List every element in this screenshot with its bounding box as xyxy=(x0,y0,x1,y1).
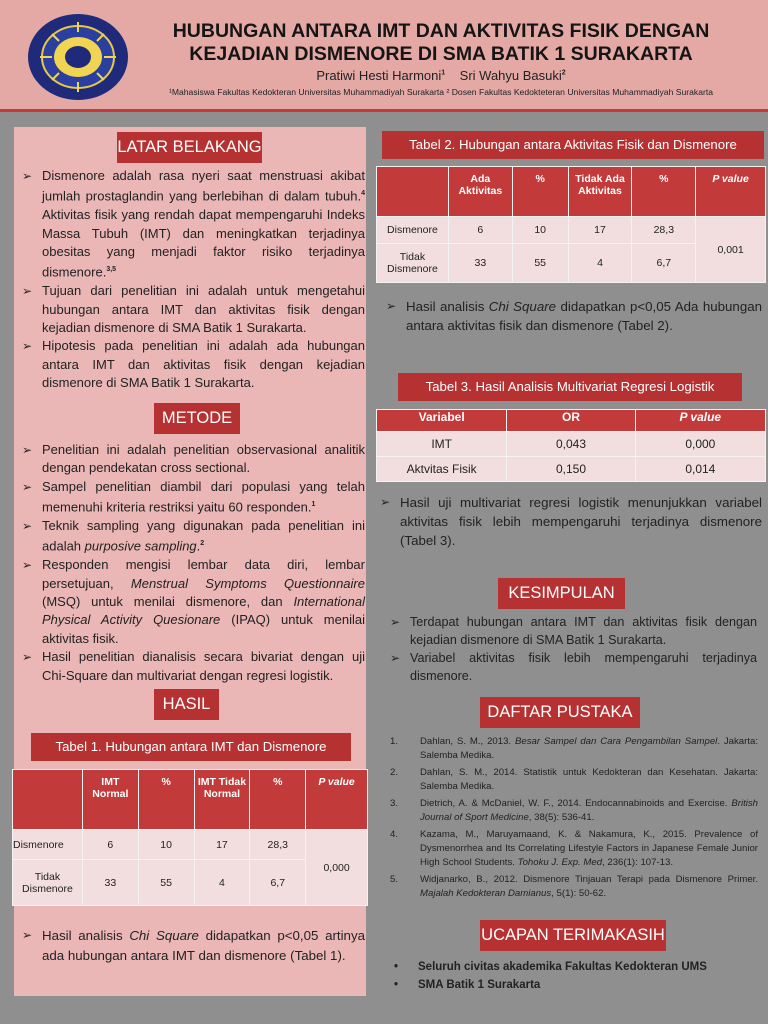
metode-item-4 xyxy=(22,556,365,648)
metode-text-3b: purposive sampling xyxy=(84,538,197,554)
poster-title xyxy=(136,20,746,66)
metode-sup-3: 2 xyxy=(200,540,205,548)
table3-note-item: ➢ Hasil uji multivariat regresi logistik menunjukkan variabel aktivitas fisik lebih mempengaruhi terjadinya dismenore (Tabel 3). xyxy=(380,493,762,550)
table3 xyxy=(376,409,766,482)
table3-header: Variabel xyxy=(377,410,507,432)
ref-3b: British Journal of Sport Medicine xyxy=(420,798,758,823)
ref-3c: , 38(5): 536-41. xyxy=(528,812,595,823)
table1-note-item xyxy=(22,926,365,965)
table3-note xyxy=(380,493,762,550)
t1-note-a: Hasil analisis xyxy=(42,928,130,943)
author-2-sup: 2 xyxy=(561,69,566,77)
reference-item xyxy=(390,873,758,901)
table2-caption: Tabel 2. Hubungan antara Aktivitas Fisik dan Dismenore xyxy=(382,131,764,159)
affiliation: ¹Mahasiswa Fakultas Kedokteran Universitas Muhammadiyah Surakarta ² Dosen Fakultas Kedokteteran Universitas Muhammadiyah Surakarta xyxy=(168,87,714,97)
ref-5c: , 5(1): 50-62. xyxy=(551,888,607,899)
title-line-1: HUBUNGAN ANTARA IMT DAN AKTIVITAS FISIK DENGAN xyxy=(172,20,710,42)
table2-cell: 17 xyxy=(568,217,632,244)
table1-header: IMT Normal xyxy=(82,770,138,830)
metode-item-5: ➢ Hasil penelitian dianalisis secara bivariat dengan uji Chi-Square dan multivariat dengan regresi logistik. xyxy=(22,648,365,685)
table1-cell: 28,3 xyxy=(250,830,306,860)
author-1-sup: 1 xyxy=(441,69,446,77)
metode-list xyxy=(22,441,365,685)
table2-note xyxy=(386,297,762,335)
table1-cell: 17 xyxy=(194,830,250,860)
metode-text-2: Sampel penelitian diambil dari populasi yang telah memenuhi kriteria restriksi yaitu 60 responden. xyxy=(42,478,365,515)
thanks-item: • SMA Batik 1 Surakarta xyxy=(392,976,762,994)
ref-4c: , 236(1): 107-13. xyxy=(602,857,673,868)
latar-item-2: ➢ Tujuan dari penelitian ini adalah untuk mengetahui hubungan antara IMT dan aktivitas fisik dengan kejadian dismenore di SMA Batik 1 Surakarta. xyxy=(22,282,365,337)
daftar-pustaka-heading: DAFTAR PUSTAKA xyxy=(480,697,640,728)
table2-header: % xyxy=(512,167,568,217)
ref-5a: Widjanarko, B., 2012. Dismenore Tinjauan Terapi pada Dismenore Primer. xyxy=(420,874,758,885)
metode-item-1: ➢ Penelitian ini adalah penelitian observasional analitik dengan pendekatan cross sectional. xyxy=(22,441,365,478)
table-row xyxy=(377,432,766,457)
table1-header: IMT Tidak Normal xyxy=(194,770,250,830)
metode-text-4e: (IPAQ) untuk menilai aktivitas fisik. xyxy=(42,612,365,646)
t2-note-b: Chi Square xyxy=(488,299,557,314)
table3-cell: 0,000 xyxy=(635,432,765,457)
table2-header: P value xyxy=(696,167,766,217)
table2-cell: 10 xyxy=(512,217,568,244)
table1-row-label: Dismenore xyxy=(13,830,83,860)
ref-4b: Tohoku J. Exp. Med xyxy=(517,857,603,868)
table1-p-value: 0,000 xyxy=(306,830,368,906)
metode-text-3c: . xyxy=(196,538,201,554)
table2-row-label: Tidak Dismenore xyxy=(377,244,449,283)
left-column xyxy=(14,127,366,996)
table1-cell: 4 xyxy=(194,860,250,906)
table1-header-row xyxy=(13,770,368,830)
table3-caption: Tabel 3. Hasil Analisis Multivariat Regresi Logistik xyxy=(398,373,742,401)
table2-header: Tidak Ada Aktivitas xyxy=(568,167,632,217)
ref-3a: Dietrich, A. & McDaniel, W. F., 2014. Endocannabinoids and Exercise. xyxy=(420,798,732,809)
metode-sup-2: 1 xyxy=(311,501,316,509)
table2-p-value: 0,001 xyxy=(696,217,766,283)
table1-cell: 33 xyxy=(82,860,138,906)
table-row xyxy=(13,830,368,860)
author-1: Pratiwi Hesti Harmoni xyxy=(316,68,442,83)
hasil-heading: HASIL xyxy=(154,689,219,720)
latar-item-1 xyxy=(22,167,365,282)
metode-text-4a: Responden mengisi lembar data diri, lembar persetujuan, xyxy=(42,557,365,591)
ref-1a: Dahlan, S. M., 2013. xyxy=(420,736,515,747)
table-row xyxy=(377,457,766,482)
table1-cell: 10 xyxy=(138,830,194,860)
reference-item xyxy=(390,797,758,825)
table2-cell: 55 xyxy=(512,244,568,283)
table2-cell: 6,7 xyxy=(632,244,696,283)
table2-header: Ada Aktivitas xyxy=(448,167,512,217)
ucapan-heading: UCAPAN TERIMAKASIH xyxy=(480,920,666,951)
t2-note-a: Hasil analisis xyxy=(406,299,489,314)
table1-caption: Tabel 1. Hubungan antara IMT dan Dismenore xyxy=(31,733,351,761)
ref-4a: Kazama, M., Maruyamaand, K. & Nakamura, K., 2015. Prevalence of Dysmenorrhea and Its Correlating Lifestyle Factors in Japanese Female Junior High School Students. xyxy=(420,829,758,868)
ref-num: 2. xyxy=(390,767,399,778)
t1-note-c: didapatkan p<0,05 artinya ada hubungan antara IMT dan dismenore (Tabel 1). xyxy=(42,928,365,963)
table2-cell: 4 xyxy=(568,244,632,283)
latar-belakang-heading: LATAR BELAKANG xyxy=(117,132,262,163)
table-row xyxy=(377,217,766,244)
authors xyxy=(136,68,746,83)
metode-heading: METODE xyxy=(154,403,240,434)
reference-item xyxy=(390,828,758,870)
title-line-2: KEJADIAN DISMENORE DI SMA BATIK 1 SURAKARTA xyxy=(189,43,693,65)
table3-cell: 0,150 xyxy=(507,457,635,482)
table1-cell: 6,7 xyxy=(250,860,306,906)
poster-header xyxy=(0,0,768,112)
table1-header xyxy=(13,770,83,830)
kesimpulan-list xyxy=(390,613,757,685)
table3-header: OR xyxy=(507,410,635,432)
table3-header: P value xyxy=(635,410,765,432)
metode-text-3a: Teknik sampling yang digunakan pada penelitian ini adalah xyxy=(42,517,365,554)
table1 xyxy=(12,769,368,906)
metode-text-4d: International Physical Activity Quesionare xyxy=(42,593,365,628)
metode-text-4c: (MSQ) untuk menilai dismenore, dan xyxy=(42,593,294,609)
table2-header-row xyxy=(377,167,766,217)
reference-list xyxy=(390,735,758,904)
table1-cell: 55 xyxy=(138,860,194,906)
table2-header xyxy=(377,167,449,217)
table1-note xyxy=(22,926,365,965)
table1-header: P value xyxy=(306,770,368,830)
table2-cell: 6 xyxy=(448,217,512,244)
ref-num: 3. xyxy=(390,798,399,809)
latar-sup-1: 4 xyxy=(361,190,365,198)
table3-cell: 0,014 xyxy=(635,457,765,482)
kesimpulan-heading: KESIMPULAN xyxy=(498,578,625,609)
ref-num: 5. xyxy=(390,874,399,885)
table2-note-item xyxy=(386,297,762,335)
table2-cell: 28,3 xyxy=(632,217,696,244)
kesimpulan-item-1: ➢ Terdapat hubungan antara IMT dan aktivitas fisik dengan kejadian dismenore di SMA Batik 1 Surakarta. xyxy=(390,613,757,649)
table2 xyxy=(376,166,766,283)
table3-cell: 0,043 xyxy=(507,432,635,457)
table1-header: % xyxy=(250,770,306,830)
latar-text-1a: Dismenore adalah rasa nyeri saat menstruasi akibat jumlah prostaglandin yang berlebihan di dalam tubuh. xyxy=(42,168,365,204)
table1-row-label: Tidak Dismenore xyxy=(13,860,83,906)
table2-row-label: Dismenore xyxy=(377,217,449,244)
latar-text-1b: Aktivitas fisik yang rendah dapat mempengaruhi Indeks Massa Tubuh (IMT) dan meningkatkan terjadinya obesitas yang menjadi faktor risiko terjadinya dismenore. xyxy=(42,207,365,280)
ref-2: Dahlan, S. M., 2014. Statistik untuk Kedokteran dan Kesehatan. Jakarta: Salemba Medika. xyxy=(420,767,758,792)
ref-1b: Besar Sampel dan Cara Pengambilan Sampel xyxy=(514,736,718,747)
reference-item xyxy=(390,735,758,763)
latar-list xyxy=(22,167,365,393)
ref-5b: Majalah Kedokteran Damianus xyxy=(420,888,552,899)
metode-item-2 xyxy=(22,478,365,517)
thanks-list xyxy=(392,958,762,994)
table3-header-row xyxy=(377,410,766,432)
reference-item xyxy=(390,766,758,794)
table1-cell: 6 xyxy=(82,830,138,860)
table3-row-label: Aktvitas Fisik xyxy=(377,457,507,482)
latar-sup-2: 3,5 xyxy=(106,266,117,274)
table2-cell: 33 xyxy=(448,244,512,283)
table2-header: % xyxy=(632,167,696,217)
ref-num: 4. xyxy=(390,829,399,840)
table3-row-label: IMT xyxy=(377,432,507,457)
latar-item-3: ➢ Hipotesis pada penelitian ini adalah ada hubungan antara IMT dan aktivitas fisik dengan kejadian dismenore di SMA Batik 1 Surakarta. xyxy=(22,337,365,392)
ref-1c: . Jakarta: Salemba Medika. xyxy=(420,736,758,761)
university-logo-icon xyxy=(26,12,130,102)
t1-note-b: Chi Square xyxy=(129,928,199,943)
ref-num: 1. xyxy=(390,736,399,747)
kesimpulan-item-2: ➢ Variabel aktivitas fisik lebih mempengaruhi terjadinya dismenore. xyxy=(390,649,757,685)
right-column xyxy=(374,127,768,1017)
thanks-item: • Seluruh civitas akademika Fakultas Kedokteran UMS xyxy=(392,958,762,976)
table1-header: % xyxy=(138,770,194,830)
author-2: Sri Wahyu Basuki xyxy=(459,68,562,83)
metode-item-3 xyxy=(22,517,365,556)
t2-note-c: didapatkan p<0,05 Ada hubungan antara aktivitas fisik dan dismenore (Tabel 2). xyxy=(406,299,763,333)
metode-text-4b: Menstrual Symptoms Questionnaire xyxy=(130,575,365,591)
